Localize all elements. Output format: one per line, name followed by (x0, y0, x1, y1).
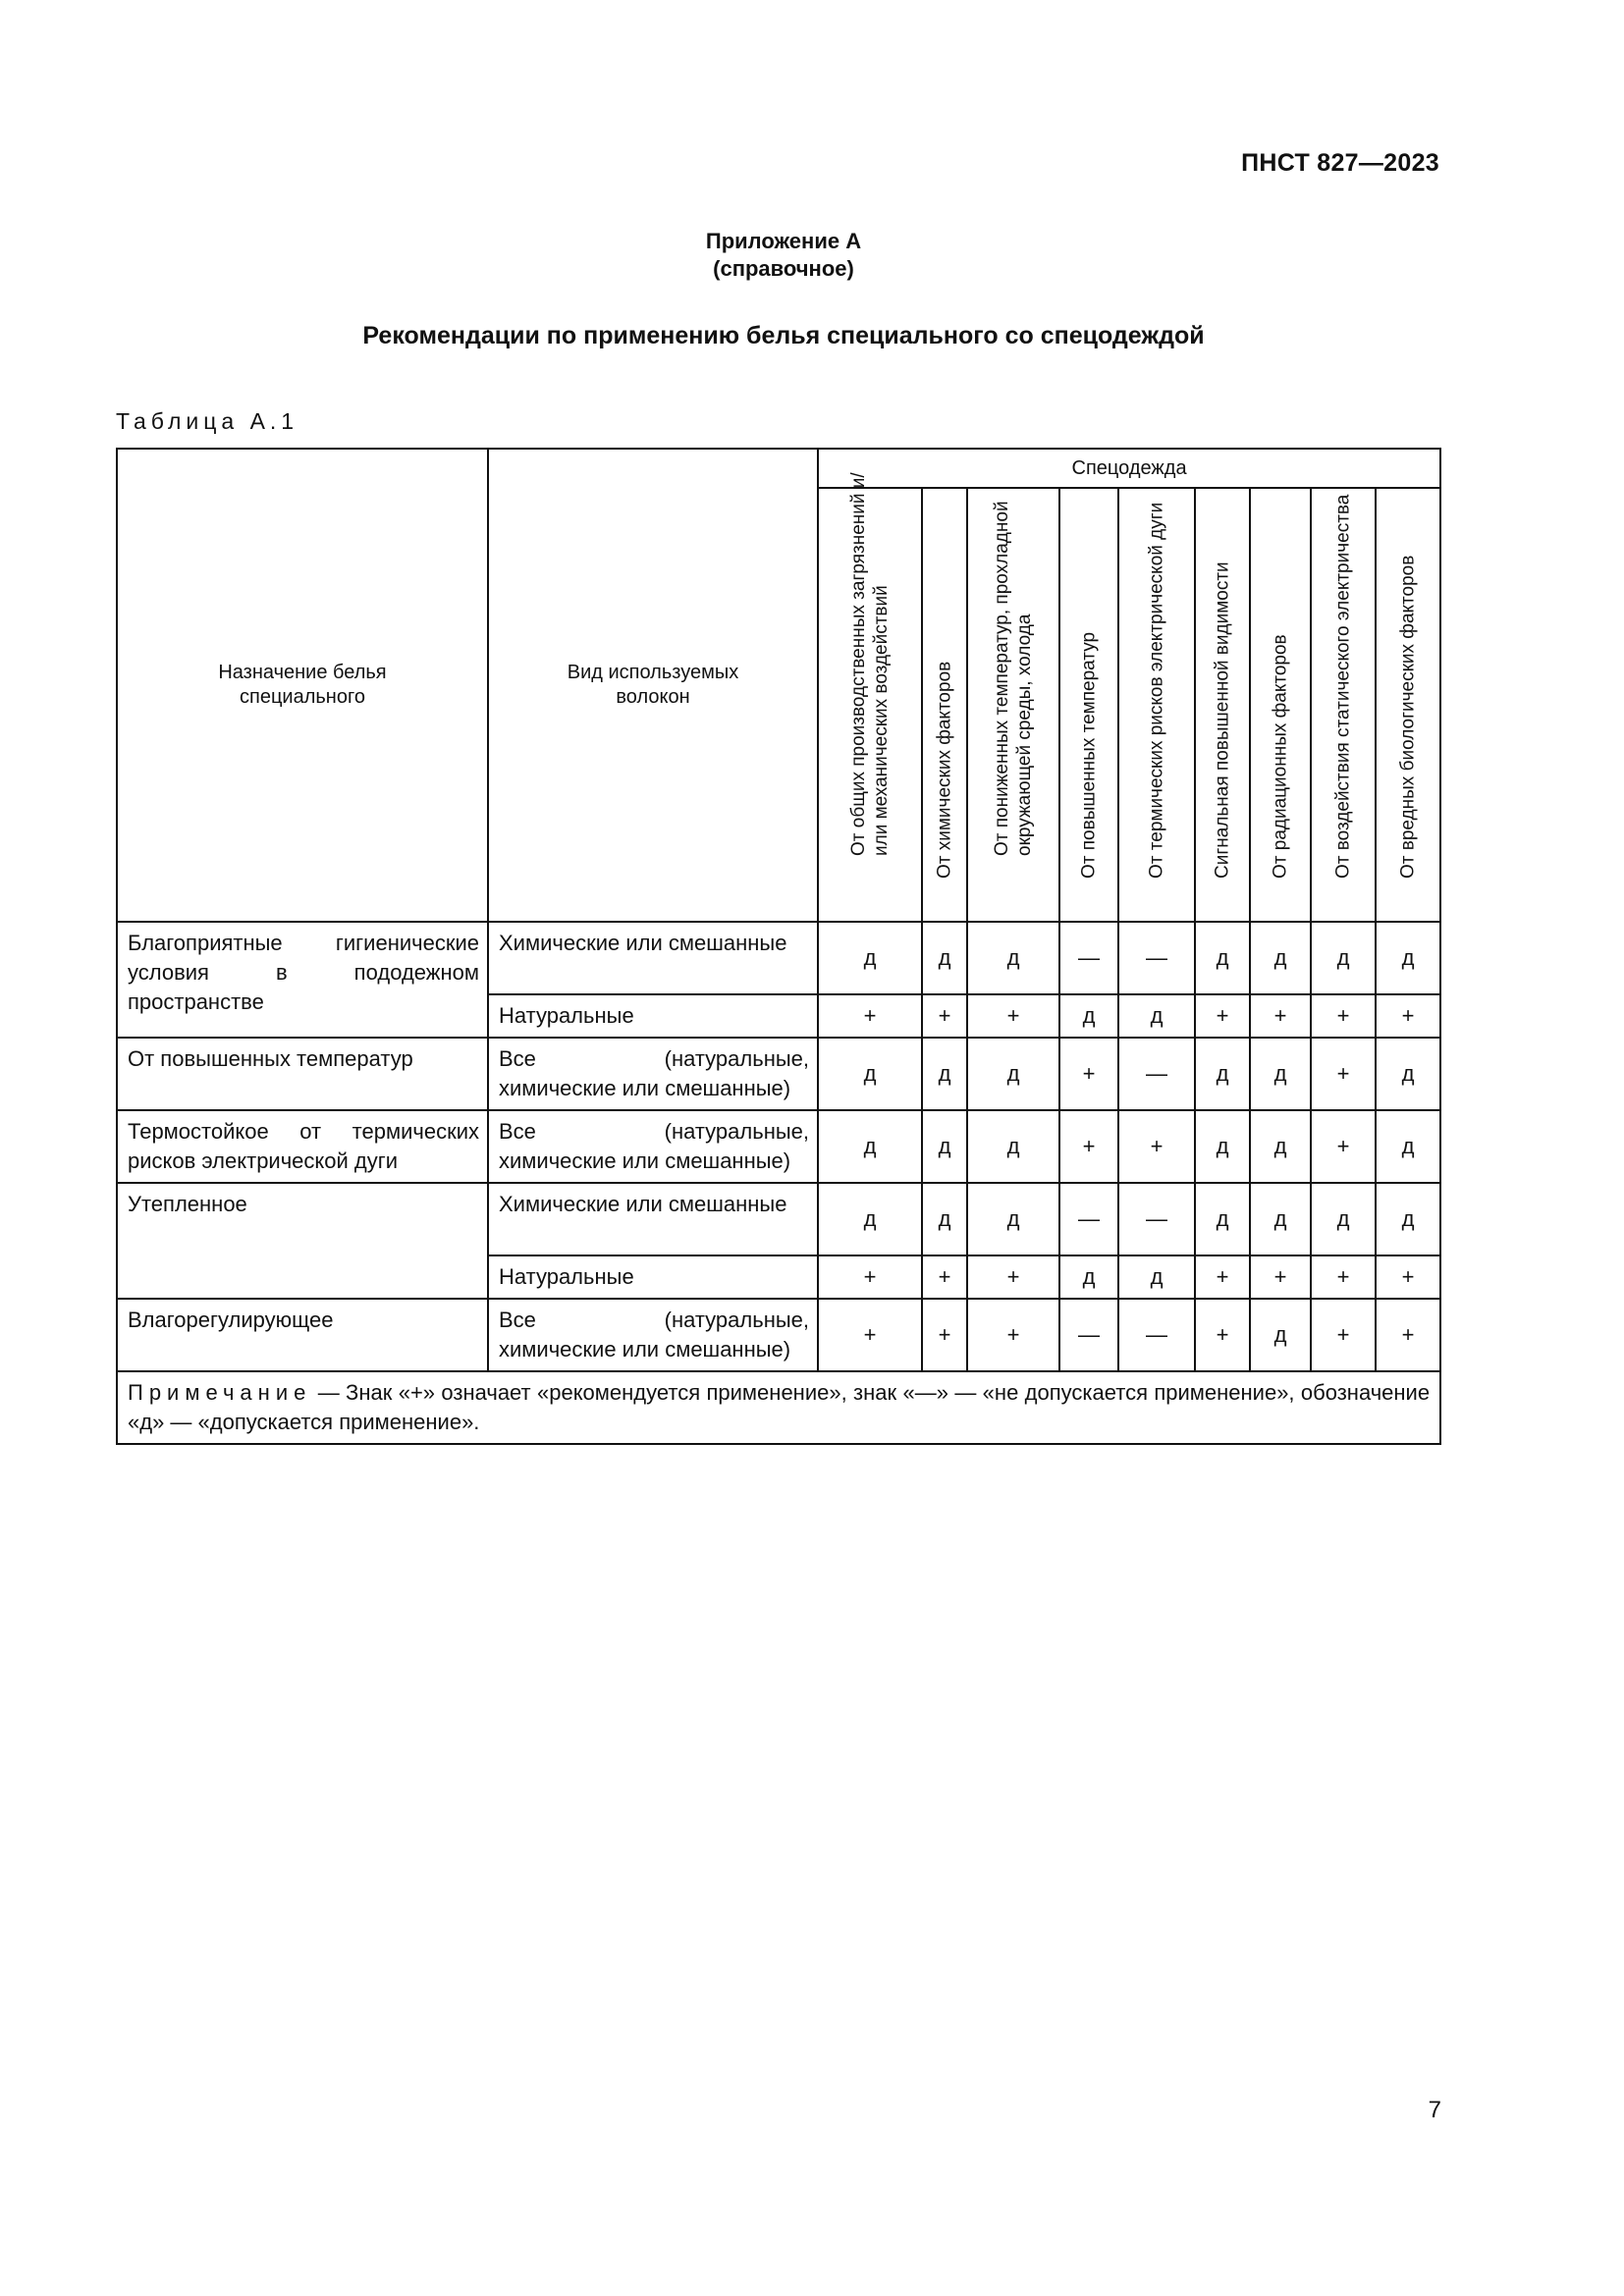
mark-cell: д (1311, 922, 1376, 994)
mark-cell: + (1311, 1255, 1376, 1299)
mark-cell: + (1376, 994, 1440, 1038)
table-caption: Таблица А.1 (116, 408, 299, 434)
mark-cell: д (1250, 1110, 1311, 1183)
mark-cell: + (1250, 994, 1311, 1038)
mark-cell: д (1195, 1038, 1250, 1110)
annex-type: (справочное) (713, 256, 854, 281)
column-header-fiber-label: Вид используемых волокон (567, 662, 739, 708)
purpose-cell: Влагорегулирующее (117, 1299, 488, 1371)
factor-header-label: От пониженных температур, прохладной окружающей среды, холода (992, 501, 1035, 856)
mark-cell: + (818, 1255, 922, 1299)
recommendation-table (116, 448, 1441, 1445)
mark-cell: д (1195, 922, 1250, 994)
mark-cell: + (1311, 1299, 1376, 1371)
mark-cell: + (1376, 1299, 1440, 1371)
note-row (117, 1371, 1440, 1444)
factor-header-label: От химических факторов (934, 661, 955, 879)
mark-cell: д (1118, 994, 1195, 1038)
mark-cell: д (818, 1038, 922, 1110)
purpose-cell: От повышенных температур (117, 1038, 488, 1110)
mark-cell: + (922, 994, 967, 1038)
mark-cell: д (1250, 1299, 1311, 1371)
column-group-header: Спецодежда (818, 449, 1440, 488)
table-row (117, 1110, 1440, 1183)
factor-header-label: От воздействия статического электричества (1332, 494, 1354, 879)
mark-cell: + (922, 1299, 967, 1371)
fiber-cell: Натуральные (488, 1255, 818, 1299)
factor-header-label: От термических рисков электрической дуги (1146, 502, 1167, 879)
mark-cell: + (1311, 1110, 1376, 1183)
mark-cell: д (1118, 1255, 1195, 1299)
mark-cell: + (818, 1299, 922, 1371)
table-row (117, 922, 1440, 994)
mark-cell: + (1376, 1255, 1440, 1299)
mark-cell: д (1376, 1183, 1440, 1255)
factor-header-label: От повышенных температур (1078, 631, 1100, 879)
factor-header-label: От общих производственных загрязнений и/или механических воздействий (848, 472, 892, 856)
table-row (117, 1038, 1440, 1110)
mark-cell: + (967, 1299, 1059, 1371)
mark-cell: — (1059, 922, 1118, 994)
annex-heading (0, 228, 1567, 283)
fiber-cell: Химические или смешанные (488, 922, 818, 994)
fiber-cell: Все (натуральные, химические или смешанные) (488, 1299, 818, 1371)
mark-cell: + (1195, 1299, 1250, 1371)
factor-header-3 (967, 488, 1059, 922)
mark-cell: д (967, 922, 1059, 994)
factor-header-5 (1118, 488, 1195, 922)
mark-cell: д (922, 1038, 967, 1110)
page-number: 7 (1428, 2097, 1441, 2123)
mark-cell: д (922, 922, 967, 994)
factor-header-label: От вредных биологических факторов (1397, 555, 1419, 879)
factor-header-7 (1250, 488, 1311, 922)
note-label: Примечание (128, 1380, 312, 1405)
mark-cell: — (1118, 1299, 1195, 1371)
mark-cell: д (922, 1110, 967, 1183)
section-heading: Рекомендации по применению белья специального со спецодеждой (362, 322, 1205, 349)
mark-cell: д (922, 1183, 967, 1255)
purpose-cell: Термостойкое от термических рисков электрической дуги (117, 1110, 488, 1183)
column-header-fiber (488, 449, 818, 922)
table-row (117, 1183, 1440, 1255)
factor-header-2 (922, 488, 967, 922)
column-header-purpose-label: Назначение белья специального (218, 662, 387, 708)
mark-cell: — (1118, 1183, 1195, 1255)
fiber-cell: Натуральные (488, 994, 818, 1038)
mark-cell: + (1195, 994, 1250, 1038)
mark-cell: д (1376, 922, 1440, 994)
mark-cell: д (818, 1183, 922, 1255)
fiber-cell: Химические или смешанные (488, 1183, 818, 1255)
mark-cell: д (1376, 1038, 1440, 1110)
column-header-purpose (117, 449, 488, 922)
factor-header-1 (818, 472, 922, 922)
factor-header-label: От радиационных факторов (1270, 634, 1291, 879)
mark-cell: + (1250, 1255, 1311, 1299)
mark-cell: + (1311, 1038, 1376, 1110)
table-row (117, 1299, 1440, 1371)
table-body (117, 449, 1440, 1371)
mark-cell: + (1195, 1255, 1250, 1299)
mark-cell: — (1059, 1299, 1118, 1371)
factor-header-8 (1311, 488, 1376, 922)
note-text: — Знак «+» означает «рекомендуется применение», знак «—» — «не допускается применение», обозначение «д» — «допускается применение». (128, 1380, 1431, 1434)
mark-cell: д (1195, 1183, 1250, 1255)
mark-cell: д (967, 1110, 1059, 1183)
fiber-cell: Все (натуральные, химические или смешанные) (488, 1038, 818, 1110)
mark-cell: — (1118, 922, 1195, 994)
mark-cell: д (1311, 1183, 1376, 1255)
document-code: ПНСТ 827—2023 (1241, 149, 1439, 177)
factor-header-9 (1376, 488, 1440, 922)
mark-cell: д (1059, 1255, 1118, 1299)
factor-header-4 (1059, 488, 1118, 922)
mark-cell: д (818, 1110, 922, 1183)
mark-cell: д (1376, 1110, 1440, 1183)
mark-cell: + (922, 1255, 967, 1299)
mark-cell: + (967, 1255, 1059, 1299)
mark-cell: д (818, 922, 922, 994)
fiber-cell: Все (натуральные, химические или смешанные) (488, 1110, 818, 1183)
mark-cell: + (1059, 1110, 1118, 1183)
mark-cell: + (967, 994, 1059, 1038)
factor-header-6 (1195, 488, 1250, 922)
mark-cell: д (1250, 1183, 1311, 1255)
mark-cell: д (967, 1038, 1059, 1110)
table-note (117, 1371, 1440, 1444)
mark-cell: + (1059, 1038, 1118, 1110)
mark-cell: д (967, 1183, 1059, 1255)
mark-cell: + (1118, 1110, 1195, 1183)
purpose-cell: Утепленное (117, 1183, 488, 1299)
header-row-group (117, 449, 1440, 488)
mark-cell: д (1059, 994, 1118, 1038)
mark-cell: д (1195, 1110, 1250, 1183)
mark-cell: — (1118, 1038, 1195, 1110)
annex-title: Приложение А (705, 229, 862, 253)
mark-cell: д (1250, 1038, 1311, 1110)
factor-header-label: Сигнальная повышенной видимости (1212, 561, 1233, 879)
purpose-cell: Благоприятные гигиенические условия в пододежном пространстве (117, 922, 488, 1038)
mark-cell: — (1059, 1183, 1118, 1255)
mark-cell: + (818, 994, 922, 1038)
mark-cell: + (1311, 994, 1376, 1038)
mark-cell: д (1250, 922, 1311, 994)
